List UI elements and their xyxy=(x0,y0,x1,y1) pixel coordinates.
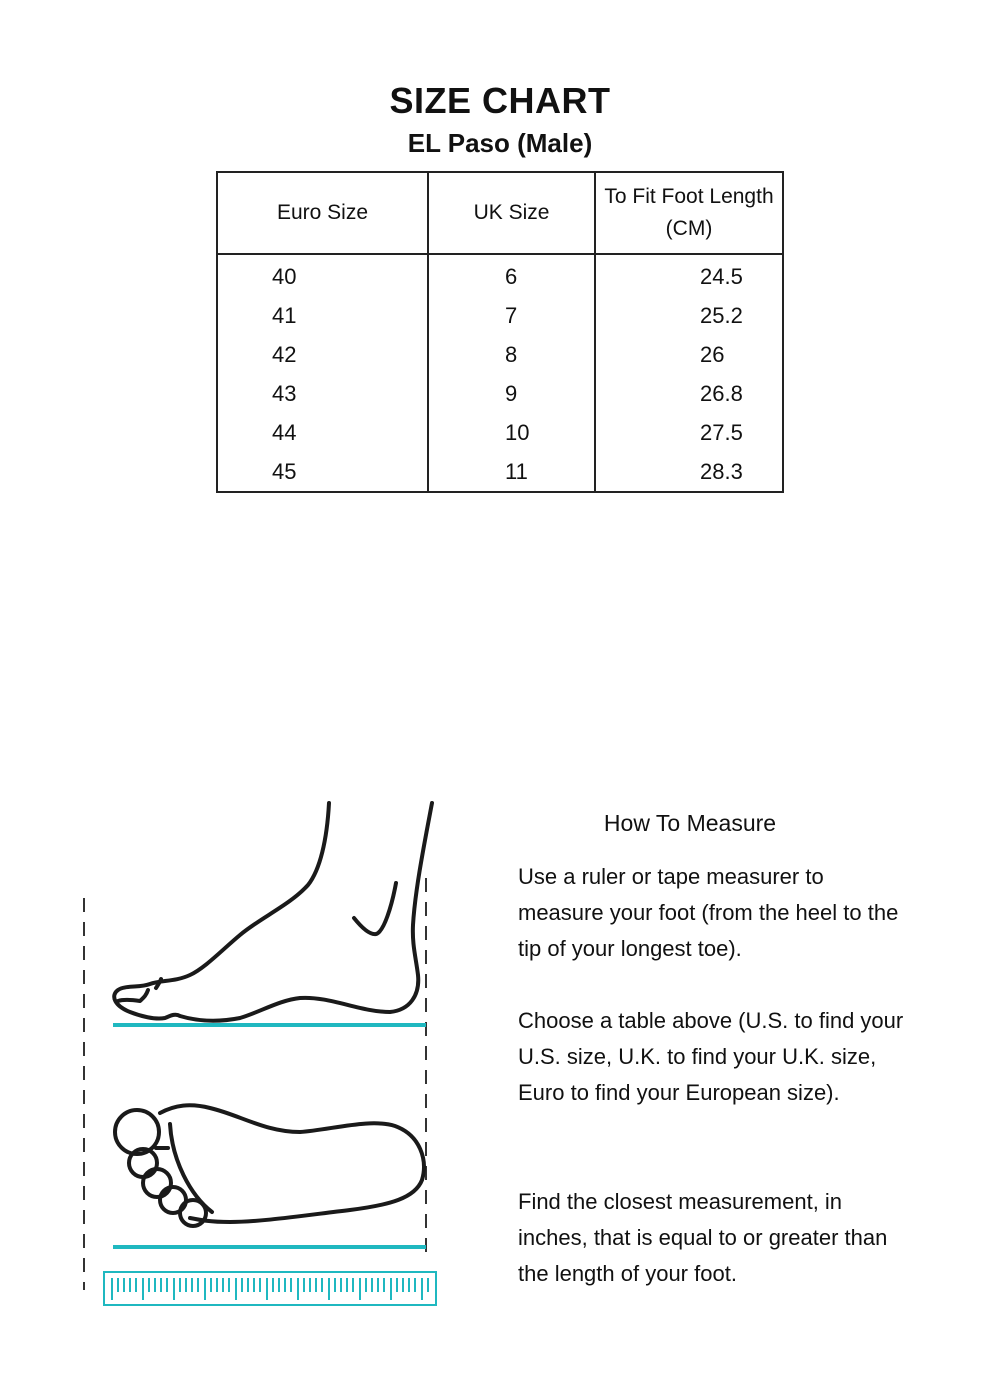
product-subtitle: EL Paso (Male) xyxy=(407,128,593,158)
measurement-illustration xyxy=(60,790,480,1320)
column-header-unit: (CM) xyxy=(665,217,713,240)
table-row xyxy=(217,452,783,492)
uk-size-cell: 11 xyxy=(505,458,528,484)
foot-length-cell: 25.2 xyxy=(700,302,743,328)
uk-size-cell: 10 xyxy=(505,419,530,445)
table-header-row xyxy=(217,172,783,254)
foot-length-cell: 26.8 xyxy=(700,380,743,406)
table-row xyxy=(217,335,783,374)
foot-sole-view-icon xyxy=(115,1105,424,1226)
foot-side-view-icon xyxy=(114,803,432,1021)
table-row xyxy=(217,254,783,296)
how-to-measure-heading: How To Measure xyxy=(603,810,777,836)
uk-size-cell: 9 xyxy=(505,380,518,406)
uk-size-cell: 6 xyxy=(505,263,518,289)
instruction-paragraph-3: Find the closest measurement, in inches, that is equal to or greater than the length of your foot. xyxy=(518,1189,888,1286)
table-row xyxy=(217,413,783,452)
column-header-foot-length xyxy=(595,172,783,254)
euro-size-cell: 45 xyxy=(272,458,297,484)
euro-size-cell: 43 xyxy=(272,380,297,406)
ruler-icon xyxy=(104,1272,436,1305)
table-row xyxy=(217,374,783,413)
instruction-paragraph-1: Use a ruler or tape measurer to measure your foot (from the heel to the tip of your longest toe). xyxy=(518,864,899,961)
euro-size-cell: 44 xyxy=(272,419,297,445)
column-header-foot-length-label: To Fit Foot Length xyxy=(604,185,774,208)
euro-size-cell: 40 xyxy=(272,263,297,289)
foot-length-cell: 27.5 xyxy=(700,419,743,445)
instruction-paragraph-2: Choose a table above (U.S. to find your U.S. size, U.K. to find your U.K. size, Euro to find your European size). xyxy=(518,1008,904,1105)
table-row xyxy=(217,296,783,335)
size-chart-table xyxy=(216,171,784,493)
euro-size-cell: 41 xyxy=(272,302,297,328)
column-header-euro: Euro Size xyxy=(217,172,428,254)
column-header-uk: UK Size xyxy=(428,172,595,254)
uk-size-cell: 8 xyxy=(505,341,518,367)
foot-length-cell: 26 xyxy=(700,341,725,367)
foot-length-cell: 28.3 xyxy=(700,458,743,484)
dashed-guide-lines-icon xyxy=(84,878,426,1290)
euro-size-cell: 42 xyxy=(272,341,297,367)
uk-size-cell: 7 xyxy=(505,302,518,328)
foot-length-cell: 24.5 xyxy=(700,263,743,289)
page-title: SIZE CHART xyxy=(389,80,611,121)
